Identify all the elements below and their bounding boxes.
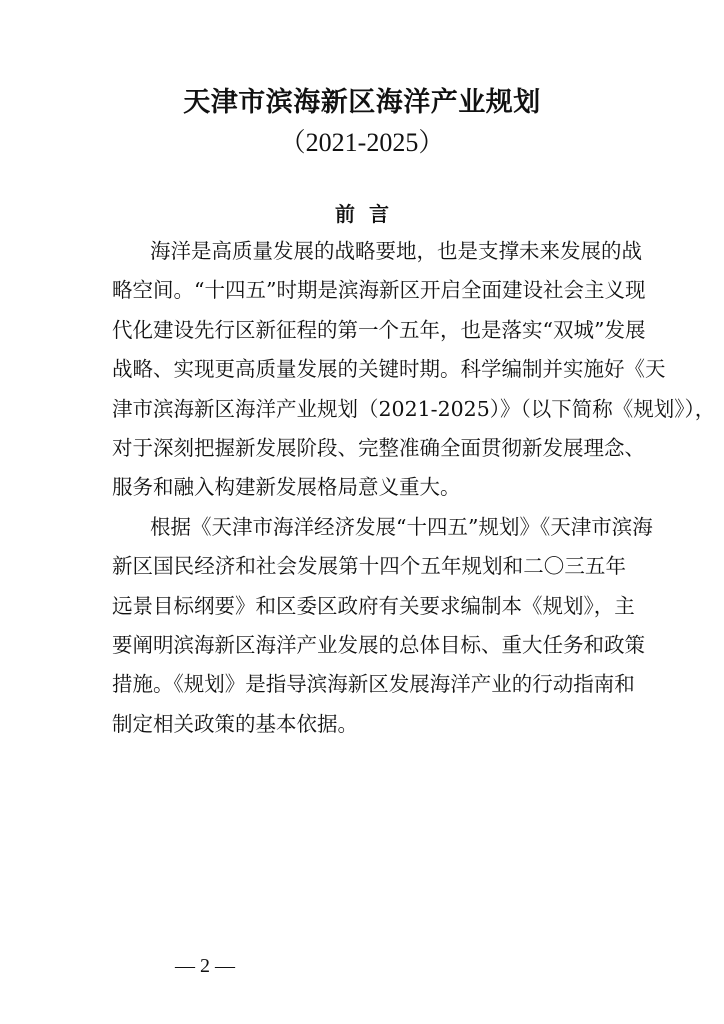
text-line: 新区国民经济和社会发展第十四个五年规划和二〇三五年 [112, 554, 626, 579]
text-line: 代化建设先行区新征程的第一个五年，也是落实“双城”发展 [112, 317, 646, 342]
section-heading: 前言 [335, 202, 403, 226]
document-title: 天津市滨海新区海洋产业规划 [183, 87, 541, 118]
text-line: 措施。《规划》是指导滨海新区发展海洋产业的行动指南和 [112, 672, 635, 697]
document-subtitle: （2021-2025） [279, 128, 445, 157]
text-line: 略空间。“十四五”时期是滨海新区开启全面建设社会主义现 [112, 278, 646, 303]
document-body [112, 232, 716, 744]
text-line: 对于深刻把握新发展阶段、完整准确全面贯彻新发展理念、 [112, 435, 645, 460]
text-line: 远景目标纲要》和区委区政府有关要求编制本《规划》，主 [112, 593, 635, 618]
text-line: 服务和融入构建新发展格局意义重大。 [112, 475, 461, 500]
text-line: 要阐明滨海新区海洋产业发展的总体目标、重大任务和政策 [112, 632, 645, 657]
text-line: 战略、实现更高质量发展的关键时期。科学编制并实施好《天 [112, 357, 666, 382]
paragraph-1 [112, 232, 716, 508]
paragraph-2 [112, 508, 653, 744]
text-line: 根据《天津市海洋经济发展“十四五”规划》《天津市滨海 [150, 514, 653, 539]
text-line: 制定相关政策的基本依据。 [112, 711, 358, 736]
text-line: 津市滨海新区海洋产业规划（2021-2025）》（以下简称《规划》）， [112, 396, 716, 421]
text-line: 海洋是高质量发展的战略要地，也是支撑未来发展的战 [150, 239, 642, 263]
page-number: — 2 — [175, 955, 235, 977]
